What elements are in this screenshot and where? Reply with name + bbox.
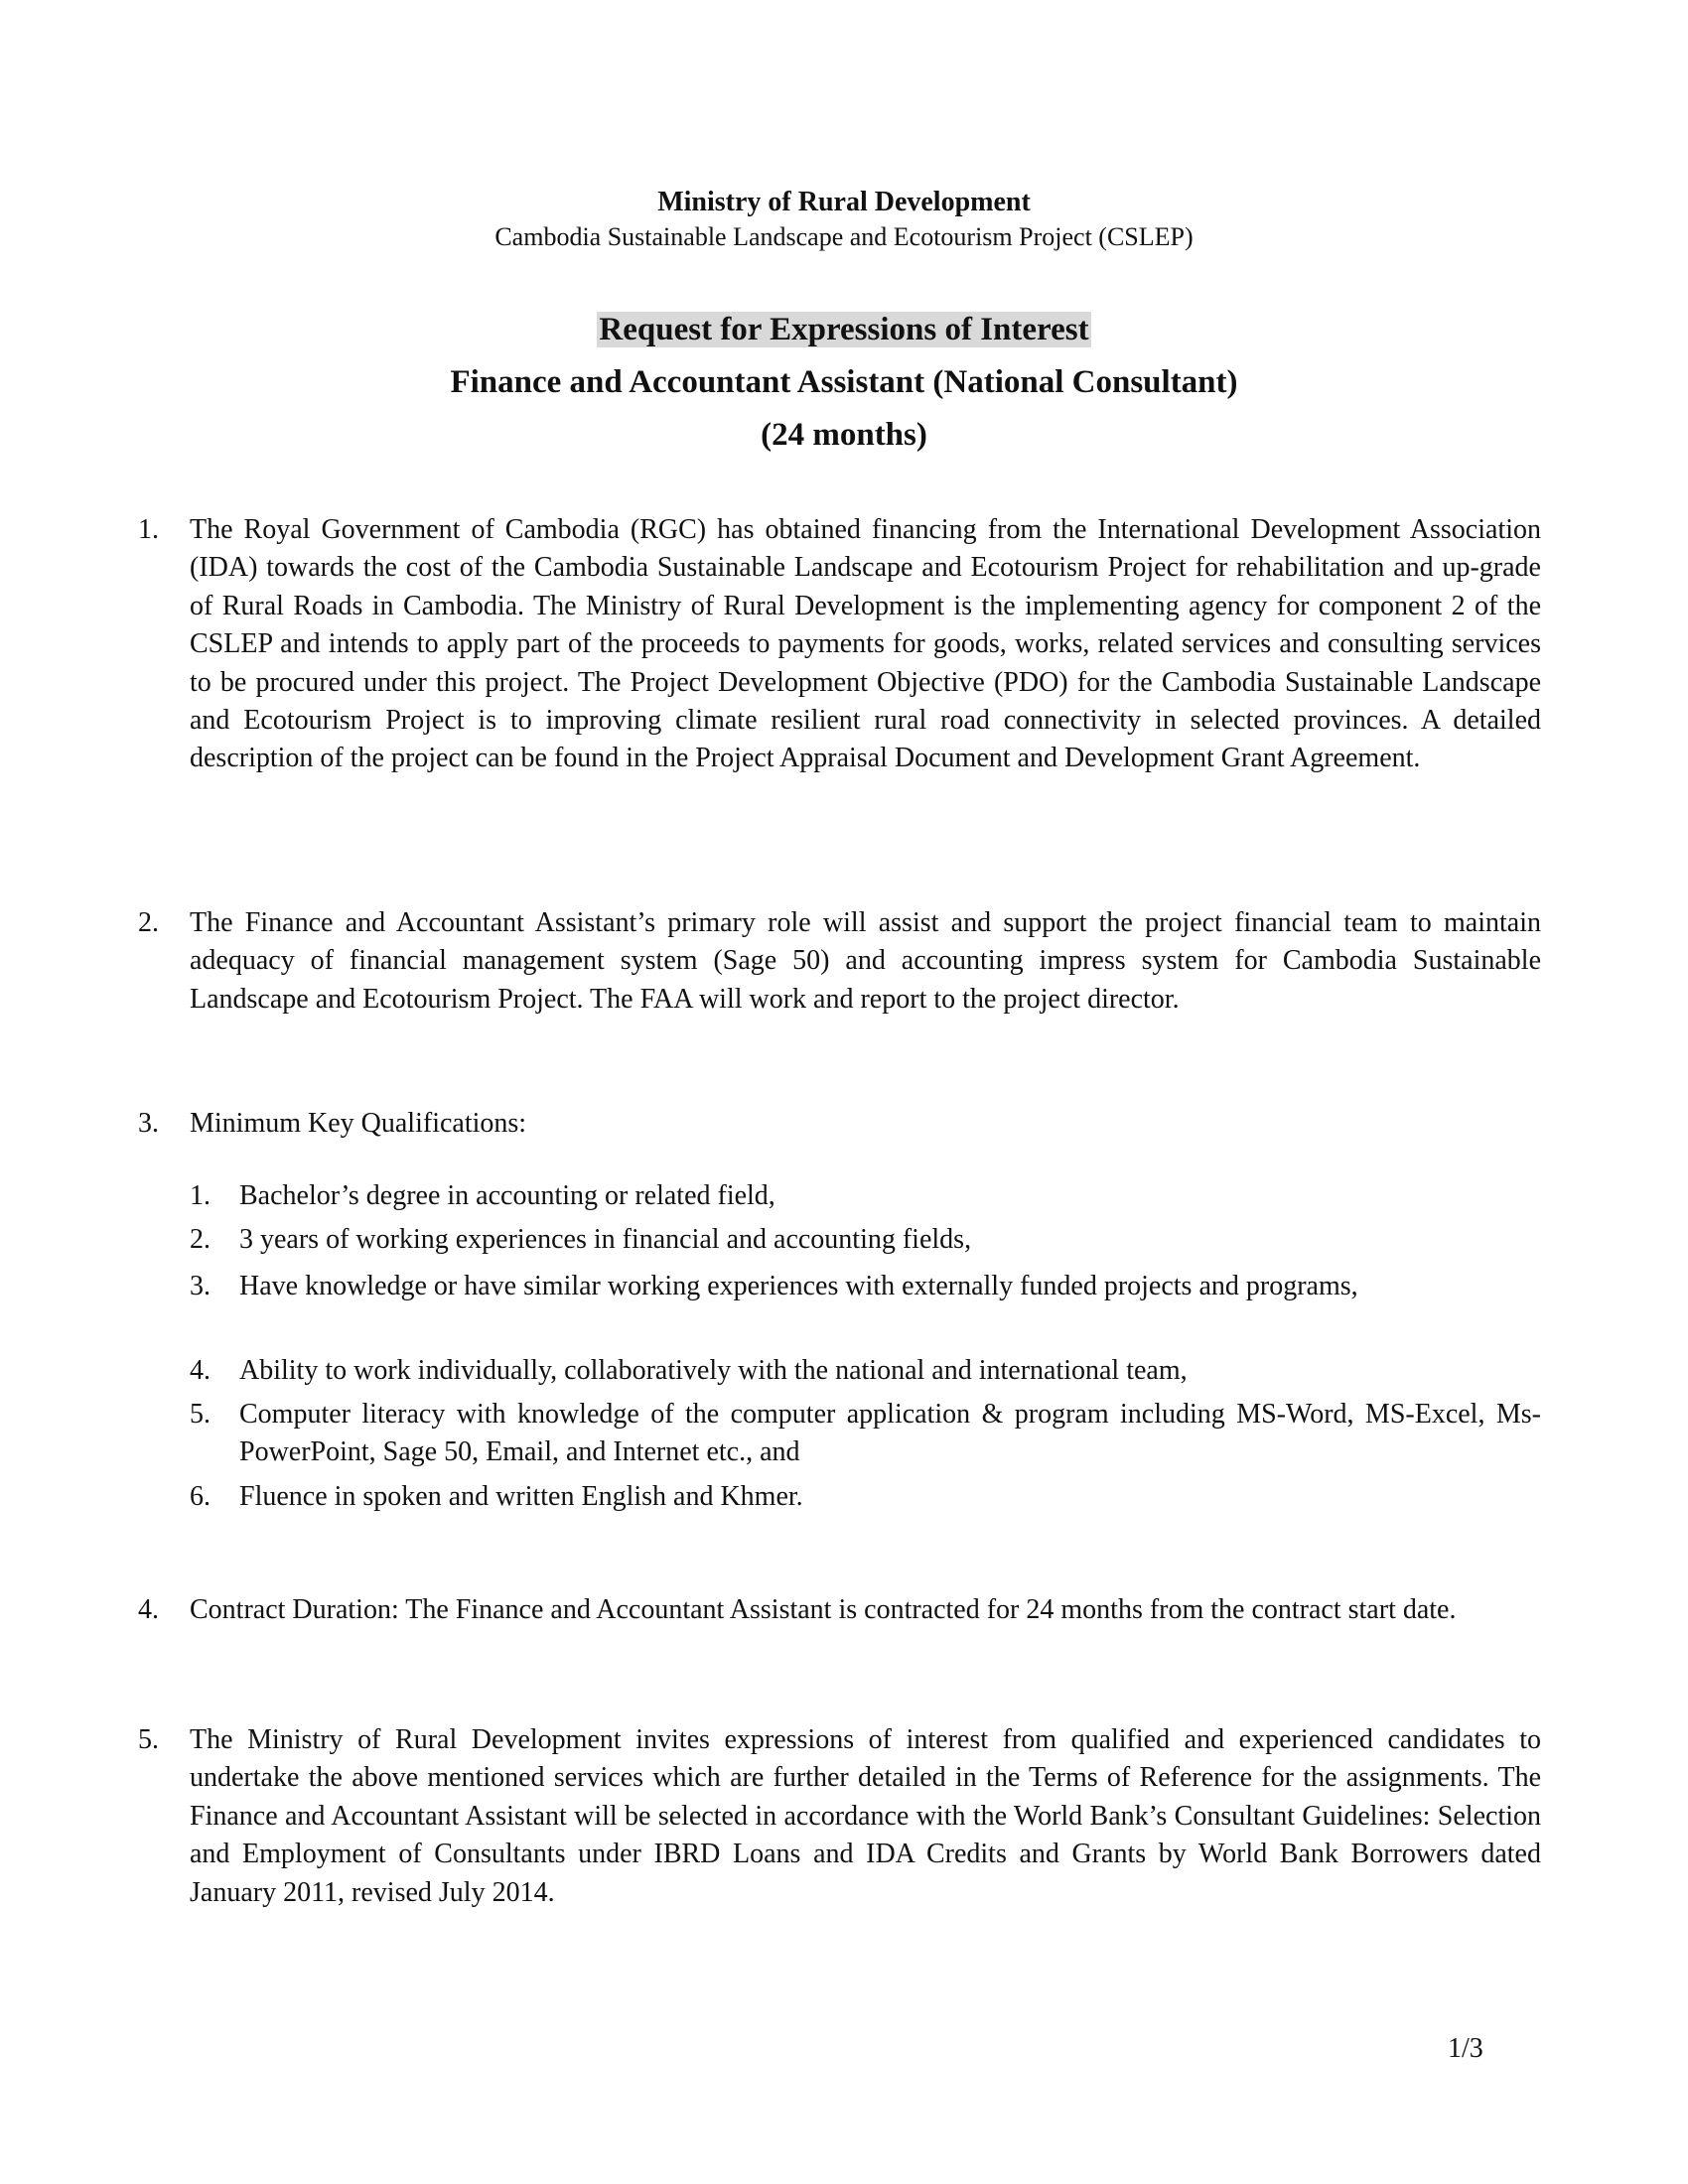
title-highlight: Request for Expressions of Interest (599, 312, 1089, 347)
paragraph-number: 2. (138, 907, 159, 938)
paragraph-number: 3. (138, 1108, 159, 1139)
paragraph-text: The Ministry of Rural Development invites expressions of interest from qualified and experienced candidates to undertake the above mentioned services which are further detailed in the Terms of Reference for the assignments. The Finance and Accountant Assistant will be selected in accordance with the World Bank’s Consultant Guidelines: Selection and Employment of Consultants under IBRD Loans and IDA Credits and Grants by World Bank Borrowers dated January 2011, revised July 2014. (190, 1724, 1541, 1908)
qualification-item (190, 1352, 1541, 1390)
qualification-number: 5. (190, 1399, 211, 1430)
qualification-number: 2. (190, 1224, 211, 1255)
project-name: Cambodia Sustainable Landscape and Ecotourism Project (CSLEP) (494, 222, 1194, 251)
paragraph-1 (138, 511, 1541, 778)
paragraph-4 (138, 1591, 1541, 1629)
paragraph-2 (138, 904, 1541, 1019)
qualification-text: Have knowledge or have similar working experiences with externally funded projects and programs, (239, 1271, 1358, 1301)
paragraph-5 (138, 1721, 1541, 1912)
qualification-number: 3. (190, 1271, 211, 1301)
qualification-text: 3 years of working experiences in financial and accounting fields, (239, 1224, 972, 1255)
paragraph-number: 4. (138, 1594, 159, 1625)
document-title-block (0, 304, 1688, 462)
title-line-3: (24 months) (761, 417, 927, 453)
qualification-item (190, 1221, 1541, 1259)
qualification-text: Ability to work individually, collaboratively with the national and international team, (239, 1355, 1188, 1386)
qualification-item (190, 1177, 1541, 1215)
qualification-number: 4. (190, 1355, 211, 1386)
qualification-text: Computer literacy with knowledge of the computer application & program including MS-Word, MS-Excel, Ms-PowerPoint, Sage 50, Email, and Internet etc., and (239, 1399, 1541, 1468)
qualification-item (190, 1265, 1541, 1308)
paragraph-number: 5. (138, 1724, 159, 1755)
paragraph-text: Contract Duration: The Finance and Accountant Assistant is contracted for 24 months from the contract start date. (190, 1594, 1457, 1625)
paragraph-number: 1. (138, 514, 159, 545)
ministry-name: Ministry of Rural Development (657, 187, 1031, 217)
qualification-text: Fluence in spoken and written English and Khmer. (239, 1481, 803, 1512)
page-number: 1/3 (1448, 2033, 1483, 2064)
qualification-number: 6. (190, 1481, 211, 1512)
title-line-2: Finance and Accountant Assistant (National Consultant) (450, 364, 1238, 400)
qualification-item (190, 1396, 1541, 1472)
document-header (0, 185, 1688, 254)
paragraph-3 (138, 1105, 1541, 1143)
title-line-1 (0, 304, 1688, 356)
paragraph-text: The Finance and Accountant Assistant’s primary role will assist and support the project financial team to maintain adequacy of financial management system (Sage 50) and accounting impress system for Cambodia Sustainable Landscape and Ecotourism Project. The FAA will work and report to the project director. (190, 907, 1541, 1015)
paragraph-text: Minimum Key Qualifications: (190, 1108, 527, 1139)
qualification-number: 1. (190, 1180, 211, 1211)
qualification-text: Bachelor’s degree in accounting or related field, (239, 1180, 775, 1211)
paragraph-text: The Royal Government of Cambodia (RGC) has obtained financing from the International Development Association (IDA) towards the cost of the Cambodia Sustainable Landscape and Ecotourism Project for rehabilitation and up-grade of Rural Roads in Cambodia. The Ministry of Rural Development is the implementing agency for component 2 of the CSLEP and intends to apply part of the proceeds to payments for goods, works, related services and consulting services to be procured under this project. The Project Development Objective (PDO) for the Cambodia Sustainable Landscape and Ecotourism Project is to improving climate resilient rural road connectivity in selected provinces. A detailed description of the project can be found in the Project Appraisal Document and Development Grant Agreement. (190, 514, 1541, 774)
qualification-item (190, 1478, 1541, 1516)
